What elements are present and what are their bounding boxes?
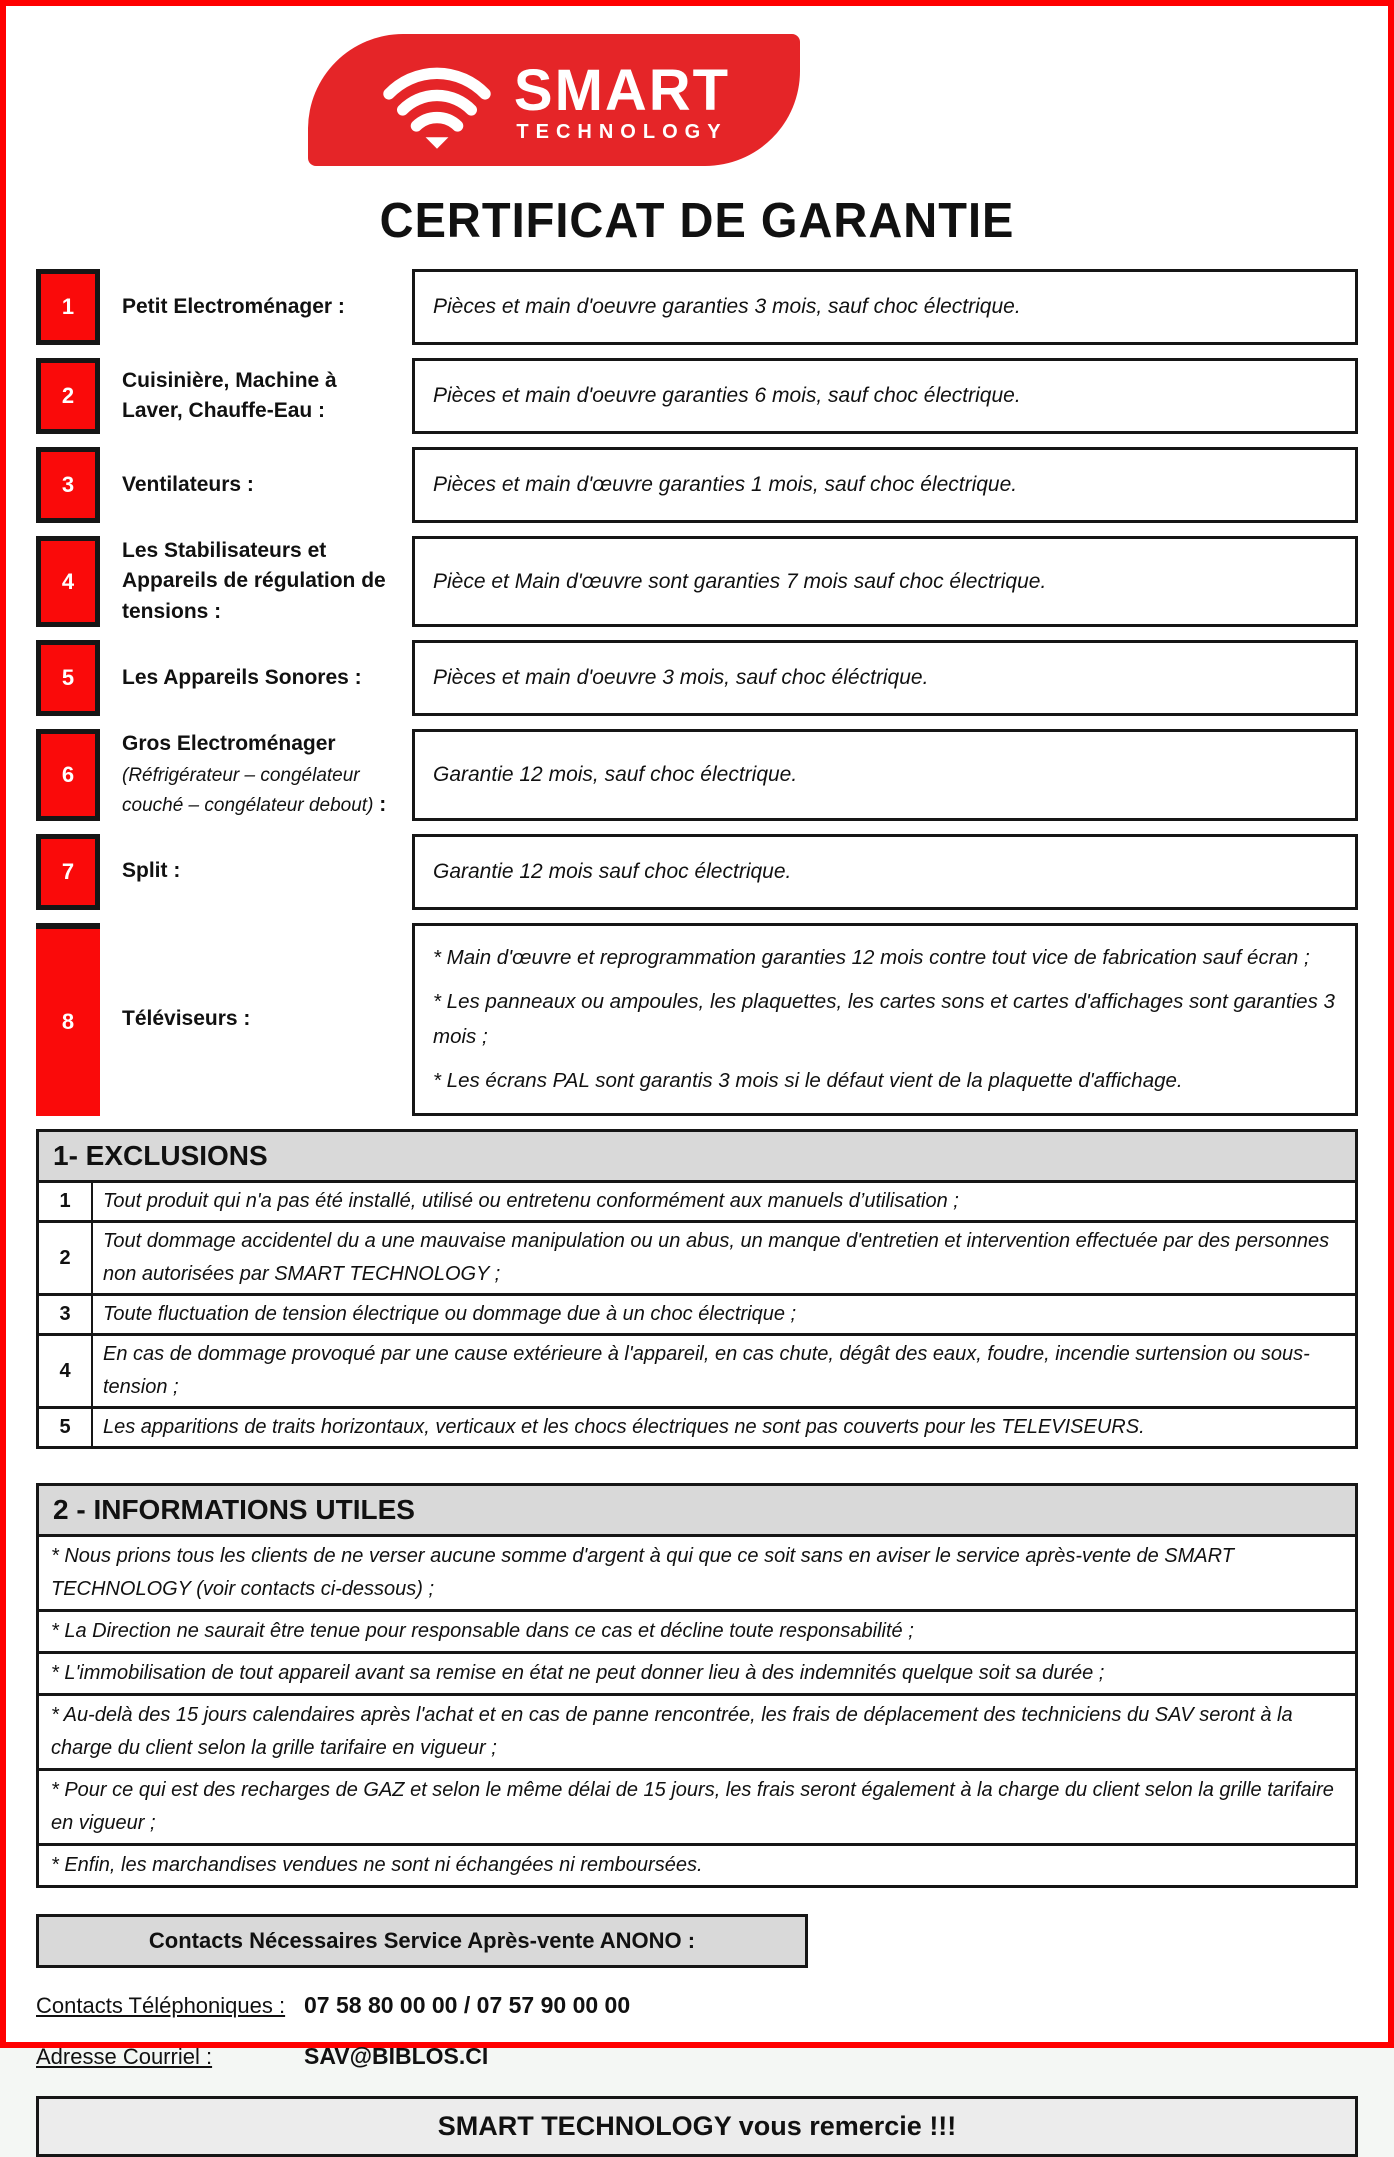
logo-text [513, 58, 731, 143]
exclusion-number: 3 [39, 1296, 93, 1333]
row-label [100, 729, 412, 820]
row-label-colon: : [373, 793, 387, 817]
warranty-text-box [412, 640, 1358, 716]
exclusions-table [36, 1183, 1358, 1449]
exclusion-row [39, 1293, 1355, 1333]
exclusion-number: 1 [39, 1183, 93, 1220]
row-label [100, 834, 412, 910]
row-label-text [122, 729, 398, 820]
warranty-text: Pièces et main d'œuvre garanties 1 mois, sauf choc électrique. [433, 473, 1018, 497]
logo-brand: SMART [513, 58, 731, 123]
warranty-text: Pièces et main d'oeuvre 3 mois, sauf choc éléctrique. [433, 666, 929, 690]
warranty-row [36, 729, 1358, 820]
contact-phone-label: Contacts Téléphoniques : [36, 1993, 286, 2019]
info-row: * Au-delà des 15 jours calendaires après l'achat et en cas de panne rencontrée, les frais de déplacement des techniciens du SAV seront à la charge du client selon la grille tarifaire en vigueur ; [39, 1693, 1355, 1768]
row-label [100, 640, 412, 716]
contact-email-label: Adresse Courriel : [36, 2044, 213, 2070]
warranty-text-box [412, 447, 1358, 523]
warranty-text-box [412, 923, 1358, 1117]
info-row: * Enfin, les marchandises vendues ne sont ni échangées ni remboursées. [39, 1843, 1355, 1885]
exclusion-number: 2 [39, 1223, 93, 1293]
row-number-badge: 7 [36, 834, 100, 910]
row-label [100, 358, 412, 434]
exclusions-heading: 1- EXCLUSIONS [36, 1129, 1358, 1183]
warranty-text-box [412, 834, 1358, 910]
row-label [100, 923, 412, 1117]
infos-table [36, 1537, 1358, 1888]
row-label [100, 269, 412, 345]
row-number-badge: 6 [36, 729, 100, 820]
warranty-row-televiseurs [36, 923, 1358, 1117]
wifi-icon [378, 55, 496, 151]
contact-email-line [36, 2043, 1358, 2070]
warranty-text: Pièce et Main d'œuvre sont garanties 7 mois sauf choc électrique. [433, 569, 1047, 593]
exclusion-row [39, 1183, 1355, 1220]
row-label-text: Petit Electroménager : [122, 294, 345, 318]
row-number-badge: 8 [36, 923, 100, 1117]
row-label-text: Cuisinière, Machine à Laver, Chauffe-Eau : [122, 368, 337, 422]
row-number-badge: 4 [36, 536, 100, 627]
exclusion-text: Les apparitions de traits horizontaux, verticaux et les chocs électriques ne sont pas couverts pour les TELEVISEURS. [103, 1416, 1145, 1439]
warranty-text-box [412, 358, 1358, 434]
exclusion-text: Toute fluctuation de tension électrique ou dommage due à un choc électrique ; [103, 1303, 797, 1326]
row-label-text: Les Appareils Sonores : [122, 666, 362, 690]
contact-phone-line [36, 1992, 1358, 2019]
row-number-badge: 3 [36, 447, 100, 523]
row-label-text: Les Stabilisateurs et Appareils de régulation de tensions : [122, 539, 386, 623]
warranty-row [36, 640, 1358, 716]
row-label [100, 447, 412, 523]
warranty-text-line: * Main d'œuvre et reprogrammation garanties 12 mois contre tout vice de fabrication sauf écran ; [433, 945, 1310, 969]
exclusion-row [39, 1406, 1355, 1446]
warranty-text: Pièces et main d'oeuvre garanties 6 mois, sauf choc électrique. [433, 384, 1021, 408]
brand-logo [308, 34, 800, 166]
warranty-row [36, 536, 1358, 627]
warranty-row [36, 834, 1358, 910]
infos-heading: 2 - INFORMATIONS UTILES [36, 1483, 1358, 1537]
info-row: * Pour ce qui est des recharges de GAZ et selon le même délai de 15 jours, les frais seront également à la charge du client selon la grille tarifaire en vigueur ; [39, 1768, 1355, 1843]
logo-subtitle: TECHNOLOGY [516, 121, 728, 143]
warranty-text-box [412, 729, 1358, 820]
row-label-note: (Réfrigérateur – congélateur couché – congélateur debout) [122, 764, 374, 817]
contact-phone-value: 07 58 80 00 00 / 07 57 90 00 00 [304, 1992, 631, 2019]
warranty-list [36, 269, 1358, 1116]
row-label-text: Ventilateurs : [122, 472, 254, 496]
warranty-text: Pièces et main d'oeuvre garanties 3 mois, sauf choc électrique. [433, 295, 1021, 319]
exclusion-row [39, 1220, 1355, 1293]
exclusion-text: Tout produit qui n'a pas été installé, utilisé ou entretenu conformément aux manuels d’utilisation ; [103, 1190, 959, 1213]
warranty-text-line: * Les panneaux ou ampoules, les plaquettes, les cartes sons et cartes d'affichages sont garanties 3 mois ; [433, 989, 1335, 1049]
row-number-badge: 1 [36, 269, 100, 345]
warranty-text-box [412, 269, 1358, 345]
footer-thanks: SMART TECHNOLOGY vous remercie !!! [36, 2096, 1358, 2157]
row-label-text: Split : [122, 859, 181, 883]
contact-email-value: SAV@BIBLOS.CI [304, 2043, 489, 2070]
row-label-text: Téléviseurs : [122, 1007, 251, 1031]
info-row: * La Direction ne saurait être tenue pour responsable dans ce cas et décline toute responsabilité ; [39, 1609, 1355, 1651]
warranty-row [36, 358, 1358, 434]
exclusion-number: 4 [39, 1336, 93, 1406]
contacts-box-title: Contacts Nécessaires Service Après-vente ANONO : [36, 1914, 808, 1968]
exclusion-text: En cas de dommage provoqué par une cause extérieure à l'appareil, en cas chute, dégât des eaux, foudre, incendie surtension ou sous-tension ; [103, 1343, 1310, 1399]
page-title: CERTIFICAT DE GARANTIE [379, 191, 1015, 248]
warranty-text: Garantie 12 mois sauf choc électrique. [433, 859, 792, 883]
warranty-row [36, 447, 1358, 523]
row-number-badge: 5 [36, 640, 100, 716]
row-label-bold: Gros Electroménager [122, 732, 336, 756]
exclusion-text: Tout dommage accidentel du a une mauvaise manipulation ou un abus, un manque d'entretien et intervention effectuée par des personnes non autorisées par SMART TECHNOLOGY ; [103, 1230, 1330, 1286]
spacer [36, 1449, 1358, 1475]
warranty-row [36, 269, 1358, 345]
info-row: * L'immobilisation de tout appareil avant sa remise en état ne peut donner lieu à des indemnités quelque soit sa durée ; [39, 1651, 1355, 1693]
exclusion-number: 5 [39, 1409, 93, 1446]
row-number-badge: 2 [36, 358, 100, 434]
row-label [100, 536, 412, 627]
warranty-text-box [412, 536, 1358, 627]
info-row: * Nous prions tous les clients de ne verser aucune somme d'argent à qui que ce soit sans en aviser le service après-vente de SMART TECHNOLOGY (voir contacts ci-dessous) ; [51, 1545, 1234, 1601]
warranty-text: Garantie 12 mois, sauf choc électrique. [433, 763, 798, 787]
warranty-text-line: * Les écrans PAL sont garantis 3 mois si le défaut vient de la plaquette d'affichage. [433, 1069, 1183, 1093]
exclusion-row [39, 1333, 1355, 1406]
